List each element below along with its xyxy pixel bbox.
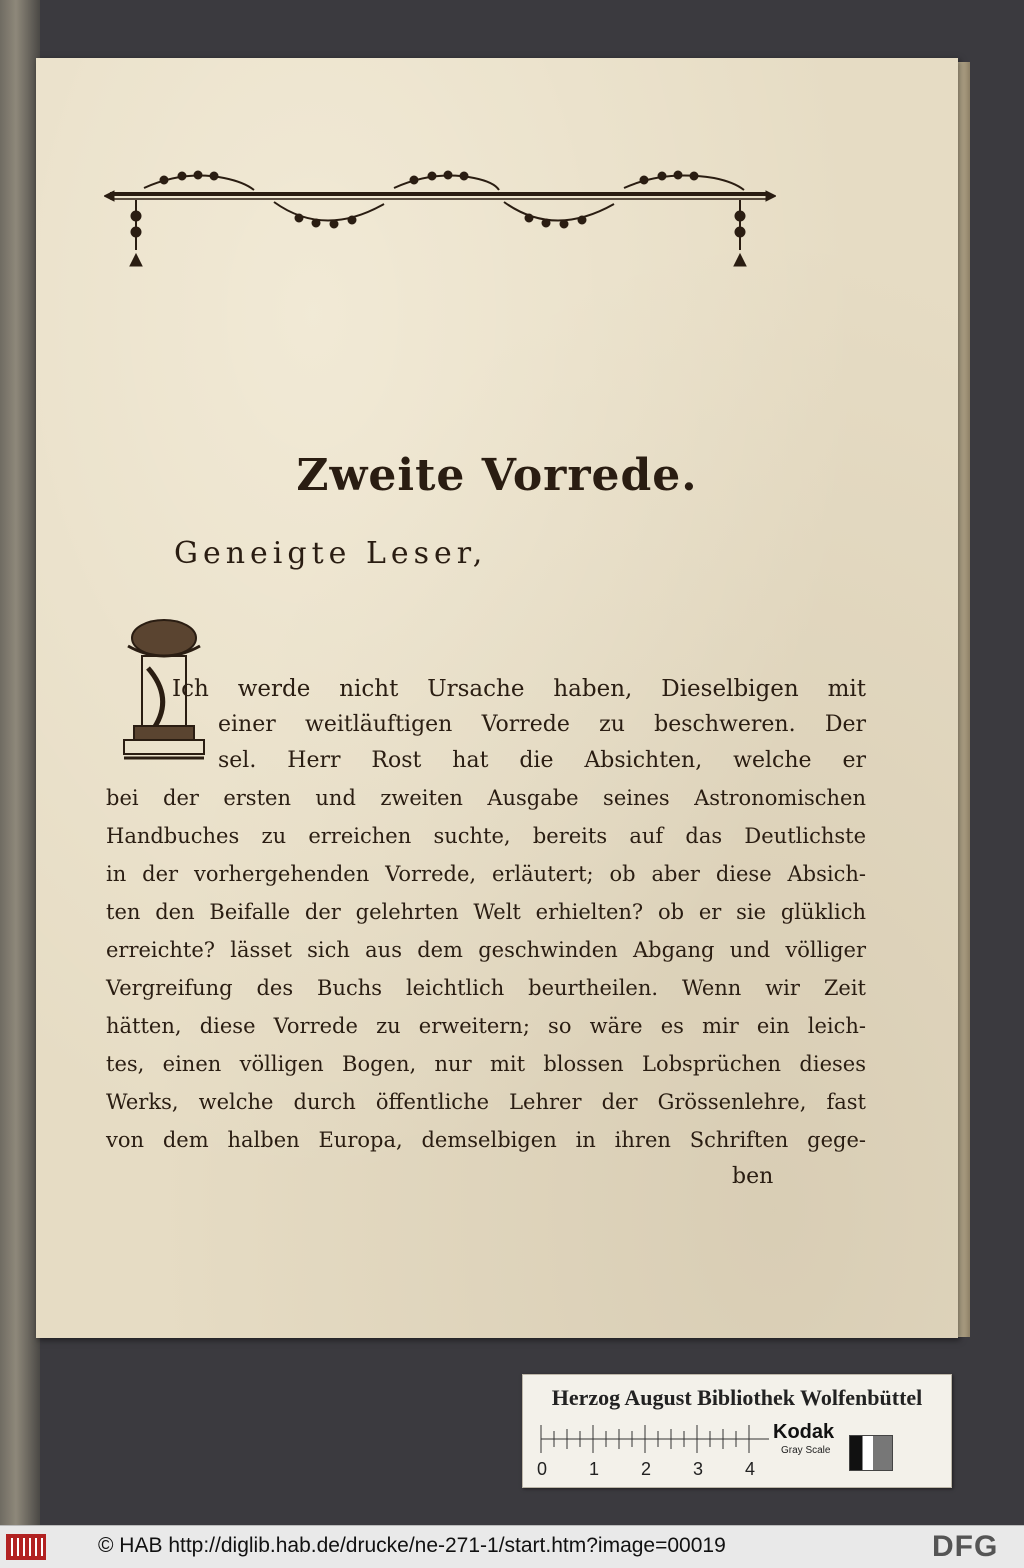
text-line-6: in der vorhergehenden Vorrede, erläutert; ob aber diese Absich- bbox=[106, 862, 866, 886]
ruler-scale-icon bbox=[537, 1419, 777, 1481]
text-line-8: erreichte? lässet sich aus dem geschwinden Abgang und völliger bbox=[106, 938, 866, 962]
library-name: Herzog August Bibliothek Wolfenbüttel bbox=[551, 1385, 923, 1410]
color-reference-card bbox=[522, 1374, 952, 1488]
chapter-title: Zweite Vorrede. bbox=[296, 450, 698, 501]
dfg-logo: DFG bbox=[932, 1530, 999, 1563]
page-edge bbox=[958, 62, 970, 1337]
kodak-brand: Kodak bbox=[773, 1421, 835, 1443]
hab-logo-icon bbox=[6, 1534, 46, 1560]
ruler-label-2: 2 bbox=[641, 1459, 652, 1479]
ornament-border-icon bbox=[104, 160, 776, 280]
text-line-11: tes, einen völligen Bogen, nur mit blossen Lobsprüchen dieses bbox=[106, 1052, 866, 1076]
book-binding-shadow bbox=[0, 0, 40, 1525]
text-line-13: von dem halben Europa, demselbigen in ihren Schriften gege- bbox=[106, 1128, 866, 1152]
text-line-7: ten den Beifalle der gelehrten Welt erhielten? ob er sie glüklich bbox=[106, 900, 866, 924]
footer-bar bbox=[0, 1525, 1024, 1568]
salutation: Geneigte Leser, bbox=[174, 536, 488, 571]
catchword: ben bbox=[732, 1164, 774, 1189]
text-line-1: Ich werde nicht Ursache haben, Dieselbigen mit bbox=[172, 676, 866, 702]
text-line-9: Vergreifung des Buchs leichtlich beurtheilen. Wenn wir Zeit bbox=[106, 976, 866, 1000]
text-line-10: hätten, diese Vorrede zu erweitern; so wäre es mir ein leich- bbox=[106, 1014, 866, 1038]
ruler-label-0: 0 bbox=[537, 1459, 548, 1479]
gray-scale-swatch bbox=[849, 1435, 893, 1471]
text-line-12: Werks, welche durch öffentliche Lehrer der Grössenlehre, fast bbox=[106, 1090, 866, 1114]
text-line-2: einer weitläuftigen Vorrede zu beschweren. Der bbox=[218, 712, 866, 737]
text-line-4: bei der ersten und zweiten Ausgabe seines Astronomischen bbox=[106, 786, 866, 810]
text-line-3: sel. Herr Rost hat die Absichten, welche er bbox=[218, 748, 866, 773]
book-page bbox=[36, 58, 958, 1338]
text-line-5: Handbuches zu erreichen suchte, bereits auf das Deutlichste bbox=[106, 824, 866, 848]
ruler-label-1: 1 bbox=[589, 1459, 600, 1479]
ruler-label-3: 3 bbox=[693, 1459, 704, 1479]
source-link[interactable]: © HAB http://diglib.hab.de/drucke/ne-271-1/start.htm?image=00019 bbox=[98, 1534, 726, 1557]
gray-scale-label: Gray Scale bbox=[781, 1445, 831, 1456]
ruler-label-4: 4 bbox=[745, 1459, 756, 1479]
